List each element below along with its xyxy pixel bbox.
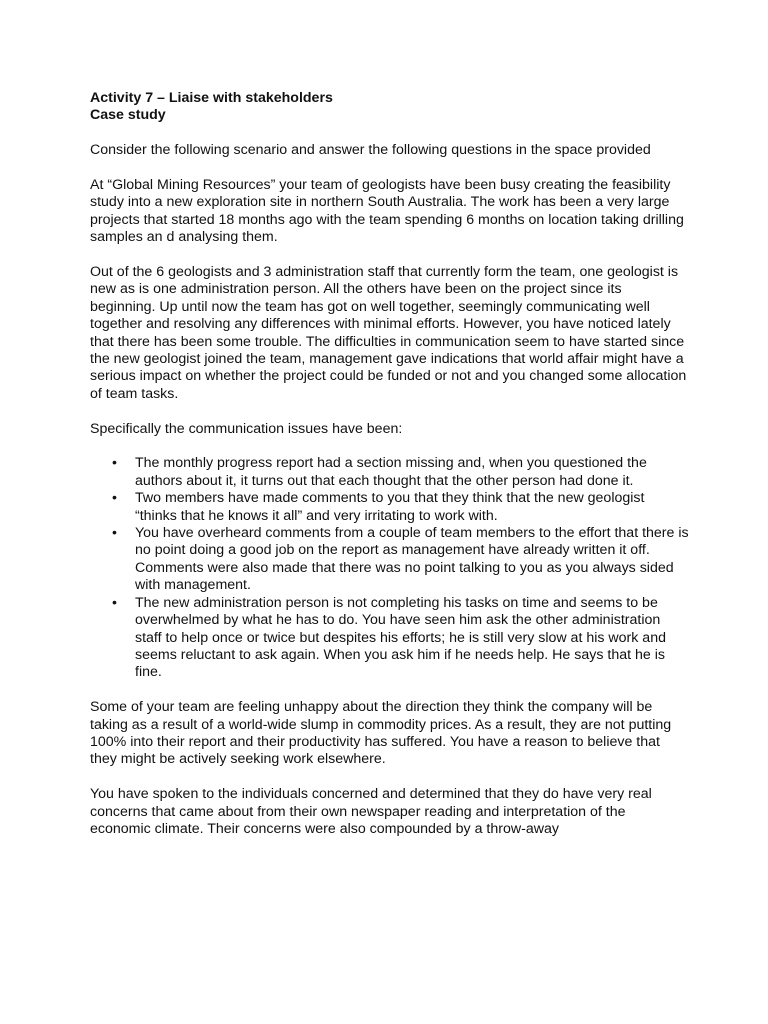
list-item — [90, 455, 690, 490]
bullet-marker: • — [112, 490, 117, 507]
document-page — [90, 90, 690, 856]
list-item-text: Two members have made comments to you that they think that the new geologist “thinks that he knows it all” and very irritating to work with. — [135, 490, 645, 524]
scenario-paragraph: At “Global Mining Resources” your team of geologists have been busy creating the feasibility study into a new exploration site in northern South Australia. The work has been a very large projects that started 18 months ago with the team spending 6 months on location taking drilling samples an d analysing them. — [90, 177, 684, 246]
intro-instruction: Consider the following scenario and answer the following questions in the space provided — [90, 142, 651, 159]
activity-title: Activity 7 – Liaise with stakeholders — [90, 90, 333, 106]
bullet-marker: • — [112, 594, 117, 611]
case-study-subtitle: Case study — [90, 107, 166, 124]
team-paragraph: Out of the 6 geologists and 3 administration staff that currently form the team, one geologist is new as is one administration person. All the others have been on the project since its beginning. Up until now the team has got on well together, seemingly communicating well together and resolving any differences with minimal efforts. However, you have noticed lately that there has been some trouble. The difficulties in communication seem to have started since the new geologist joined the team, management gave indications that world affair might have a serious impact on whether the project could be funded or not and you changed some allocation of team tasks. — [90, 264, 687, 402]
communication-issues-list — [90, 455, 690, 681]
list-item — [90, 525, 690, 595]
list-item — [90, 490, 690, 525]
list-item-text: You have overheard comments from a couple of team members to the effort that there is no point doing a good job on the report as management have already written it off. Comments were also made that there was no point talking to you as you always sided with management. — [135, 525, 689, 594]
issues-lead-in: Specifically the communication issues have been: — [90, 420, 403, 437]
bullet-marker: • — [112, 525, 117, 542]
bullet-marker: • — [112, 455, 117, 472]
team-concerns-paragraph: Some of your team are feeling unhappy about the direction they think the company will be taking as a result of a world-wide slump in commodity prices. As a result, they are not putting 100% into their report and their productivity has suffered. You have a reason to believe that they might be actively seeking work elsewhere. — [90, 699, 672, 768]
spacer — [90, 125, 690, 142]
list-item — [90, 595, 690, 682]
list-item-text: The monthly progress report had a section missing and, when you questioned the authors about it, it turns out that each thought that the other person had done it. — [135, 455, 647, 489]
individuals-paragraph: You have spoken to the individuals concerned and determined that they do have very real concerns that came about from their own newspaper reading and interpretation of the economic climate. Their concerns were also compounded by a throw-away — [90, 786, 652, 837]
list-item-text: The new administration person is not completing his tasks on time and seems to be overwhelmed by what he has to do. You have seen him ask the other administration staff to help once or twice but despites his efforts; he is still very slow at his work and seems reluctant to ask again. When you ask him if he needs help. He says that he is fine. — [135, 594, 666, 681]
